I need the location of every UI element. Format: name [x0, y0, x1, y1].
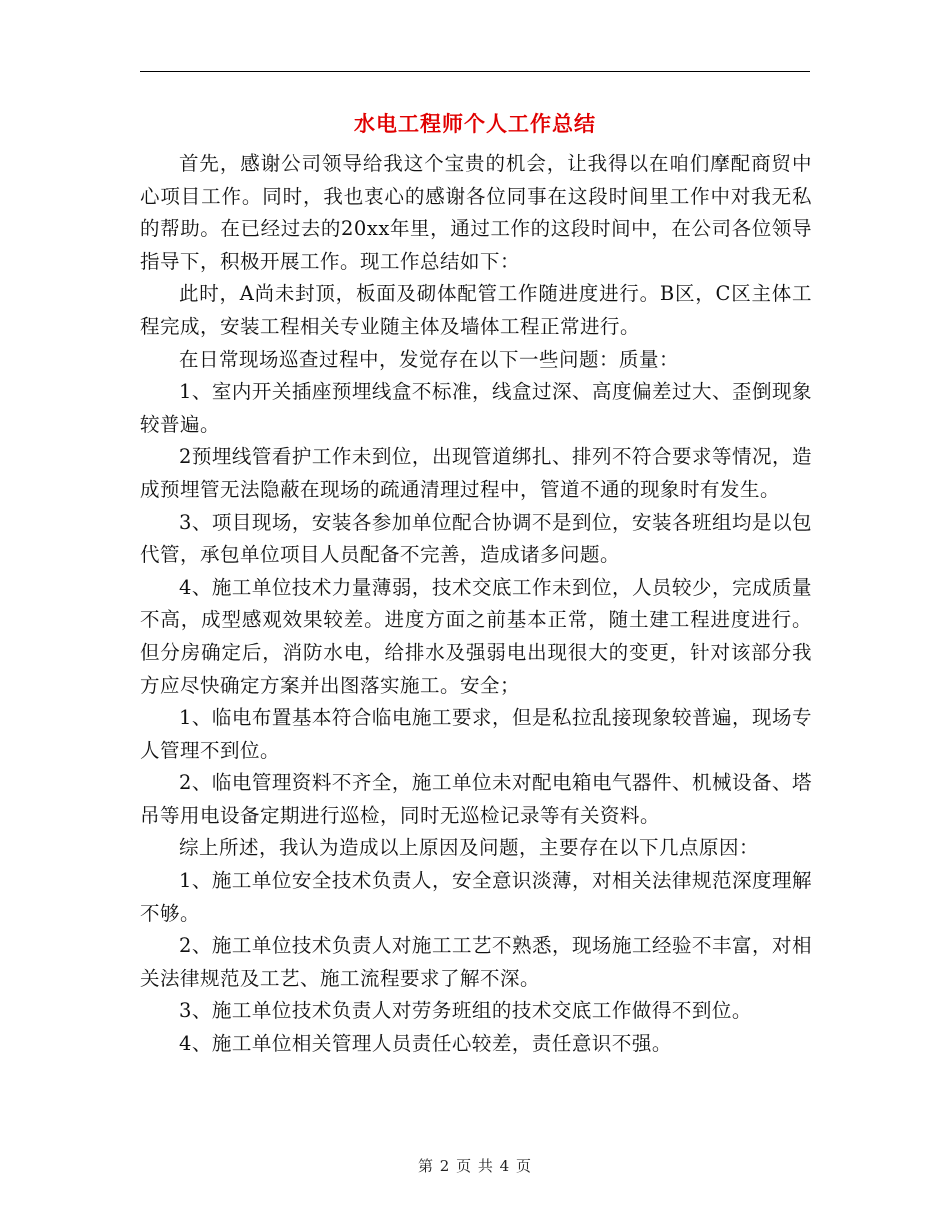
- paragraph-cause-4: 4、施工单位相关管理人员责任心较差，责任意识不强。: [179, 1032, 672, 1056]
- paragraph-summary: 综上所述，我认为造成以上原因及问题，主要存在以下几点原因：: [179, 836, 760, 860]
- header-rule: [140, 71, 810, 72]
- paragraph-quality-4: 4、施工单位技术力量薄弱，技术交底工作未到位，人员较少，完成质量不高，成型感观效果较差。进度方面之前基本正常，随土建工程进度进行。但分房确定后，消防水电，给排水及强弱电出现很大的变更，针对该部分我方应尽快确定方案并出图落实施工。安全；: [140, 575, 812, 697]
- paragraph-quality-1: 1、室内开关插座预埋线盒不标准，线盒过深、高度偏差过大、歪倒现象较普遍。: [140, 380, 812, 436]
- paragraph-intro: 首先，感谢公司领导给我这个宝贵的机会，让我得以在咱们摩配商贸中心项目工作。同时，我也衷心的感谢各位同事在这段时间里工作中对我无私的帮助。在已经过去的20xx年里，通过工作的这段时间中，在公司各位领导指导下，积极开展工作。现工作总结如下：: [140, 152, 812, 273]
- paragraph-safety-1: 1、临电布置基本符合临电施工要求，但是私拉乱接现象较普遍，现场专人管理不到位。: [140, 706, 812, 762]
- document-body: [140, 148, 812, 1061]
- page-number-footer: 第 2 页 共 4 页: [418, 1157, 532, 1175]
- paragraph-safety-2: 2、临电管理资料不齐全，施工单位未对配电箱电气器件、机械设备、塔吊等用电设备定期进行巡检，同时无巡检记录等有关资料。: [140, 771, 812, 827]
- paragraph-cause-2: 2、施工单位技术负责人对施工工艺不熟悉，现场施工经验不丰富，对相关法律规范及工艺、施工流程要求了解不深。: [140, 934, 812, 990]
- paragraph-progress: 此时，A尚未封顶，板面及砌体配管工作随进度进行。B区，C区主体工程完成，安装工程相关专业随主体及墙体工程正常进行。: [140, 282, 812, 338]
- paragraph-quality-2: 2预埋线管看护工作未到位，出现管道绑扎、排列不符合要求等情况，造成预埋管无法隐蔽在现场的疏通清理过程中，管道不通的现象时有发生。: [140, 445, 812, 501]
- paragraph-issues-heading: 在日常现场巡查过程中，发觉存在以下一些问题：质量：: [179, 347, 680, 371]
- paragraph-quality-3: 3、项目现场，安装各参加单位配合协调不是到位，安装各班组均是以包代管，承包单位项目人员配备不完善，造成诸多问题。: [140, 510, 812, 567]
- paragraph-cause-1: 1、施工单位安全技术负责人，安全意识淡薄，对相关法律规范深度理解不够。: [140, 869, 812, 925]
- paragraph-cause-3: 3、施工单位技术负责人对劳务班组的技术交底工作做得不到位。: [179, 999, 752, 1023]
- document-title: 水电工程师个人工作总结: [354, 111, 596, 136]
